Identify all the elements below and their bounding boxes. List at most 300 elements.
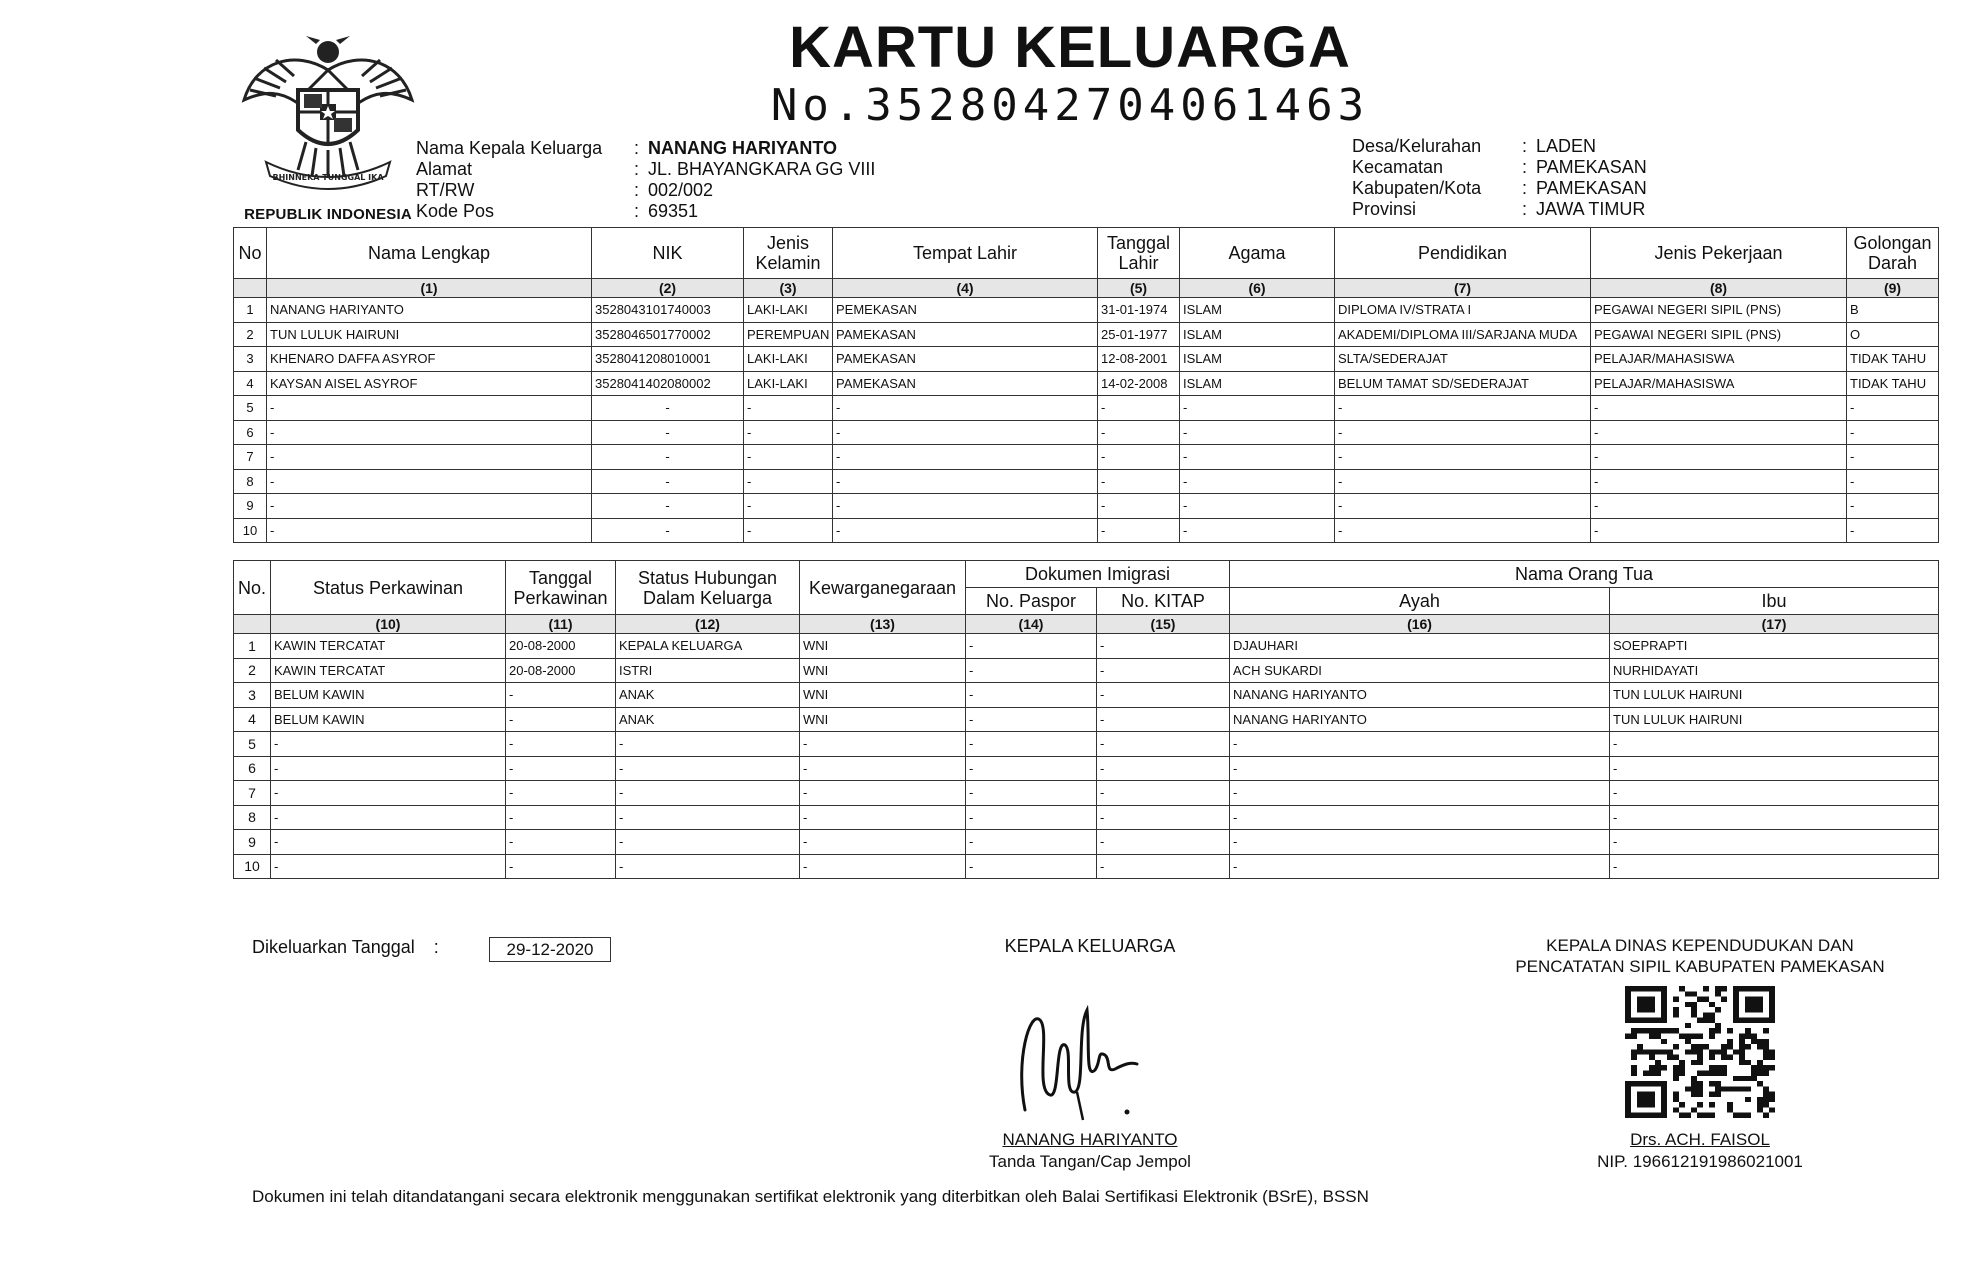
column-number: (10) xyxy=(271,615,506,634)
citizenship-cell: WNI xyxy=(800,634,966,659)
info-row xyxy=(416,180,875,201)
birthplace-cell: - xyxy=(833,494,1098,519)
agency-title xyxy=(1470,935,1930,977)
kitap-no-cell: - xyxy=(1097,732,1230,757)
mother-name-cell: - xyxy=(1610,830,1939,855)
header-citizenship: Kewarganegaraan xyxy=(800,561,966,615)
citizenship-cell: - xyxy=(800,805,966,830)
agency-title-line1: KEPALA DINAS KEPENDUDUKAN DAN xyxy=(1546,936,1854,955)
kitap-no-cell: - xyxy=(1097,805,1230,830)
blood-type-cell: - xyxy=(1847,494,1939,519)
info-row xyxy=(1352,136,1647,157)
family-relation-cell: ANAK xyxy=(616,683,800,708)
education-cell: BELUM TAMAT SD/SEDERAJAT xyxy=(1335,371,1591,396)
education-cell: SLTA/SEDERAJAT xyxy=(1335,347,1591,372)
members-table xyxy=(233,227,1939,543)
header-religion: Agama xyxy=(1180,228,1335,279)
nik-cell: - xyxy=(592,518,744,543)
info-row xyxy=(1352,178,1647,199)
members-header-row xyxy=(234,228,1939,279)
info-label: Alamat xyxy=(416,159,473,179)
family-relation-cell: - xyxy=(616,781,800,806)
kitap-no-cell: - xyxy=(1097,707,1230,732)
marital-status-cell: KAWIN TERCATAT xyxy=(271,658,506,683)
issued-separator: : xyxy=(433,937,439,957)
info-separator: : xyxy=(634,138,640,158)
birthdate-cell: - xyxy=(1098,518,1180,543)
citizenship-cell: - xyxy=(800,732,966,757)
birthdate-cell: 31-01-1974 xyxy=(1098,298,1180,323)
blood-type-cell: O xyxy=(1847,322,1939,347)
row-no-cell: 10 xyxy=(234,854,271,879)
row-no-cell: 5 xyxy=(234,732,271,757)
passport-no-cell: - xyxy=(966,756,1097,781)
blood-type-cell: - xyxy=(1847,518,1939,543)
row-no-cell: 6 xyxy=(234,420,267,445)
header-parents: Nama Orang Tua xyxy=(1230,561,1939,588)
column-number: (3) xyxy=(744,279,833,298)
marital-status-cell: - xyxy=(271,805,506,830)
marital-status-cell: - xyxy=(271,732,506,757)
religion-cell: - xyxy=(1180,494,1335,519)
nik-cell: 3528041402080002 xyxy=(592,371,744,396)
birthdate-cell: - xyxy=(1098,420,1180,445)
info-row xyxy=(416,159,875,180)
header-birthdate: Tanggal Lahir xyxy=(1098,228,1180,279)
header-family-relation: Status Hubungan Dalam Keluarga xyxy=(616,561,800,615)
mother-name-cell: SOEPRAPTI xyxy=(1610,634,1939,659)
religion-cell: ISLAM xyxy=(1180,347,1335,372)
blood-type-cell: - xyxy=(1847,469,1939,494)
province-value: JAWA TIMUR xyxy=(1536,199,1646,219)
blood-type-cell: - xyxy=(1847,445,1939,470)
household-info-left xyxy=(416,138,875,222)
marital-status-cell: - xyxy=(271,781,506,806)
full-name-cell: TUN LULUK HAIRUNI xyxy=(267,322,592,347)
citizenship-cell: WNI xyxy=(800,658,966,683)
gender-cell: - xyxy=(744,469,833,494)
row-no-cell: 8 xyxy=(234,805,271,830)
agency-title-line2: PENCATATAN SIPIL KABUPATEN PAMEKASAN xyxy=(1515,957,1885,976)
info-separator: : xyxy=(634,159,640,179)
religion-cell: ISLAM xyxy=(1180,298,1335,323)
father-name-cell: - xyxy=(1230,756,1610,781)
head-of-family-name: NANANG HARIYANTO xyxy=(1002,1130,1178,1149)
marriage-date-cell: - xyxy=(506,683,616,708)
info-separator: : xyxy=(1522,199,1528,219)
full-name-cell: - xyxy=(267,518,592,543)
nik-cell: - xyxy=(592,445,744,470)
education-cell: - xyxy=(1335,445,1591,470)
education-cell: - xyxy=(1335,494,1591,519)
info-label: Kabupaten/Kota xyxy=(1352,178,1482,198)
father-name-cell: - xyxy=(1230,854,1610,879)
kitap-no-cell: - xyxy=(1097,634,1230,659)
birthdate-cell: 14-02-2008 xyxy=(1098,371,1180,396)
birthplace-cell: - xyxy=(833,396,1098,421)
blood-type-cell: B xyxy=(1847,298,1939,323)
citizenship-cell: WNI xyxy=(800,683,966,708)
father-name-cell: NANANG HARIYANTO xyxy=(1230,683,1610,708)
religion-cell: ISLAM xyxy=(1180,371,1335,396)
column-number: (16) xyxy=(1230,615,1610,634)
occupation-cell: PELAJAR/MAHASISWA xyxy=(1591,347,1847,372)
birthplace-cell: - xyxy=(833,469,1098,494)
mother-name-cell: - xyxy=(1610,854,1939,879)
family-relation-cell: - xyxy=(616,756,800,781)
info-separator: : xyxy=(1522,157,1528,177)
row-no-cell: 9 xyxy=(234,830,271,855)
qr-code xyxy=(1625,986,1775,1118)
occupation-cell: - xyxy=(1591,396,1847,421)
member-row xyxy=(234,347,1939,372)
header-nik: NIK xyxy=(592,228,744,279)
occupation-cell: - xyxy=(1591,518,1847,543)
status-row xyxy=(234,854,1939,879)
education-cell: - xyxy=(1335,469,1591,494)
signature xyxy=(1005,1000,1145,1130)
header-no: No. xyxy=(234,561,271,615)
citizenship-cell: - xyxy=(800,854,966,879)
member-row xyxy=(234,469,1939,494)
info-label: Desa/Kelurahan xyxy=(1352,136,1482,156)
citizenship-cell: - xyxy=(800,781,966,806)
kitap-no-cell: - xyxy=(1097,756,1230,781)
full-name-cell: NANANG HARIYANTO xyxy=(267,298,592,323)
signature-mark xyxy=(1005,1000,1145,1130)
info-separator: : xyxy=(634,180,640,200)
marital-status-cell: BELUM KAWIN xyxy=(271,683,506,708)
mother-name-cell: NURHIDAYATI xyxy=(1610,658,1939,683)
passport-no-cell: - xyxy=(966,658,1097,683)
rt-rw-value: 002/002 xyxy=(648,180,714,200)
kitap-no-cell: - xyxy=(1097,658,1230,683)
mother-name-cell: - xyxy=(1610,805,1939,830)
birthplace-cell: - xyxy=(833,420,1098,445)
header-immigration-docs: Dokumen Imigrasi xyxy=(966,561,1230,588)
emblem-motto: BHINNEKA TUNGGAL IKA xyxy=(272,173,384,182)
family-relation-cell: ANAK xyxy=(616,707,800,732)
family-relation-cell: - xyxy=(616,830,800,855)
education-cell: AKADEMI/DIPLOMA III/SARJANA MUDA xyxy=(1335,322,1591,347)
header-blood-type: Golongan Darah xyxy=(1847,228,1939,279)
father-name-cell: - xyxy=(1230,732,1610,757)
gender-cell: - xyxy=(744,494,833,519)
issued-label-text: Dikeluarkan Tanggal xyxy=(252,937,415,957)
column-number-empty xyxy=(234,279,267,298)
header-occupation: Jenis Pekerjaan xyxy=(1591,228,1847,279)
info-row xyxy=(416,138,875,159)
column-number: (11) xyxy=(506,615,616,634)
header-gender: Jenis Kelamin xyxy=(744,228,833,279)
passport-no-cell: - xyxy=(966,805,1097,830)
member-row xyxy=(234,494,1939,519)
religion-cell: - xyxy=(1180,420,1335,445)
column-number: (17) xyxy=(1610,615,1939,634)
birthplace-cell: - xyxy=(833,518,1098,543)
issued-date: 29-12-2020 xyxy=(489,937,611,962)
status-table xyxy=(233,560,1939,879)
gender-cell: LAKI-LAKI xyxy=(744,371,833,396)
father-name-cell: - xyxy=(1230,830,1610,855)
marital-status-cell: - xyxy=(271,854,506,879)
column-number: (14) xyxy=(966,615,1097,634)
row-no-cell: 2 xyxy=(234,322,267,347)
blood-type-cell: TIDAK TAHU xyxy=(1847,347,1939,372)
row-no-cell: 4 xyxy=(234,707,271,732)
status-row xyxy=(234,830,1939,855)
row-no-cell: 2 xyxy=(234,658,271,683)
occupation-cell: - xyxy=(1591,469,1847,494)
members-table-body xyxy=(234,298,1939,543)
nik-cell: 3528041208010001 xyxy=(592,347,744,372)
status-header-row-top xyxy=(234,561,1939,588)
row-no-cell: 10 xyxy=(234,518,267,543)
row-no-cell: 5 xyxy=(234,396,267,421)
info-label: Kecamatan xyxy=(1352,157,1444,177)
header-full-name: Nama Lengkap xyxy=(267,228,592,279)
religion-cell: - xyxy=(1180,445,1335,470)
header-birthplace: Tempat Lahir xyxy=(833,228,1098,279)
info-row xyxy=(416,201,875,222)
member-row xyxy=(234,396,1939,421)
full-name-cell: KHENARO DAFFA ASYROF xyxy=(267,347,592,372)
header-kitap-no: No. KITAP xyxy=(1097,588,1230,615)
nik-cell: - xyxy=(592,469,744,494)
gender-cell: PEREMPUAN xyxy=(744,322,833,347)
column-number: (6) xyxy=(1180,279,1335,298)
nik-cell: - xyxy=(592,494,744,519)
row-no-cell: 7 xyxy=(234,445,267,470)
mother-name-cell: TUN LULUK HAIRUNI xyxy=(1610,707,1939,732)
education-cell: - xyxy=(1335,518,1591,543)
passport-no-cell: - xyxy=(966,781,1097,806)
birthplace-cell: PAMEKASAN xyxy=(833,371,1098,396)
occupation-cell: PELAJAR/MAHASISWA xyxy=(1591,371,1847,396)
birthplace-cell: - xyxy=(833,445,1098,470)
column-number-empty xyxy=(234,615,271,634)
marriage-date-cell: - xyxy=(506,707,616,732)
full-name-cell: - xyxy=(267,469,592,494)
column-number: (7) xyxy=(1335,279,1591,298)
marriage-date-cell: - xyxy=(506,732,616,757)
nik-cell: 3528046501770002 xyxy=(592,322,744,347)
religion-cell: - xyxy=(1180,518,1335,543)
info-separator: : xyxy=(1522,136,1528,156)
member-row xyxy=(234,518,1939,543)
status-row xyxy=(234,683,1939,708)
marriage-date-cell: - xyxy=(506,854,616,879)
family-relation-cell: ISTRI xyxy=(616,658,800,683)
header-marriage-date: Tanggal Perkawinan xyxy=(506,561,616,615)
electronic-signature-note: Dokumen ini telah ditandatangani secara elektronik menggunakan sertifikat elektronik yang diterbitkan oleh Balai Sertifikasi Elektronik (BSrE), BSSN xyxy=(252,1187,1369,1206)
row-no-cell: 6 xyxy=(234,756,271,781)
passport-no-cell: - xyxy=(966,683,1097,708)
header-passport-no: No. Paspor xyxy=(966,588,1097,615)
status-row xyxy=(234,781,1939,806)
father-name-cell: DJAUHARI xyxy=(1230,634,1610,659)
marriage-date-cell: - xyxy=(506,756,616,781)
regency-value: PAMEKASAN xyxy=(1536,178,1647,198)
status-row xyxy=(234,805,1939,830)
full-name-cell: KAYSAN AISEL ASYROF xyxy=(267,371,592,396)
column-number: (15) xyxy=(1097,615,1230,634)
district-value: PAMEKASAN xyxy=(1536,157,1647,177)
member-row xyxy=(234,322,1939,347)
birthdate-cell: 12-08-2001 xyxy=(1098,347,1180,372)
occupation-cell: PEGAWAI NEGERI SIPIL (PNS) xyxy=(1591,298,1847,323)
birthplace-cell: PAMEKASAN xyxy=(833,347,1098,372)
gender-cell: LAKI-LAKI xyxy=(744,347,833,372)
status-column-number-row xyxy=(234,615,1939,634)
marital-status-cell: - xyxy=(271,830,506,855)
document-number: No.3528042704061463 xyxy=(770,80,1370,131)
signature-caption: Tanda Tangan/Cap Jempol xyxy=(989,1152,1191,1171)
village-value: LADEN xyxy=(1536,136,1597,156)
birthdate-cell: - xyxy=(1098,494,1180,519)
birthdate-cell: - xyxy=(1098,469,1180,494)
passport-no-cell: - xyxy=(966,854,1097,879)
passport-no-cell: - xyxy=(966,830,1097,855)
column-number: (9) xyxy=(1847,279,1939,298)
religion-cell: ISLAM xyxy=(1180,322,1335,347)
kitap-no-cell: - xyxy=(1097,781,1230,806)
member-row xyxy=(234,445,1939,470)
full-name-cell: - xyxy=(267,420,592,445)
marital-status-cell: KAWIN TERCATAT xyxy=(271,634,506,659)
member-row xyxy=(234,420,1939,445)
column-number: (1) xyxy=(267,279,592,298)
head-of-family-title: KEPALA KELUARGA xyxy=(1004,936,1176,956)
father-name-cell: NANANG HARIYANTO xyxy=(1230,707,1610,732)
marital-status-cell: BELUM KAWIN xyxy=(271,707,506,732)
row-no-cell: 3 xyxy=(234,683,271,708)
marital-status-cell: - xyxy=(271,756,506,781)
birthplace-cell: PAMEKASAN xyxy=(833,322,1098,347)
member-row xyxy=(234,371,1939,396)
info-separator: : xyxy=(634,201,640,221)
mother-name-cell: TUN LULUK HAIRUNI xyxy=(1610,683,1939,708)
kitap-no-cell: - xyxy=(1097,830,1230,855)
mother-name-cell: - xyxy=(1610,756,1939,781)
gender-cell: - xyxy=(744,396,833,421)
info-separator: : xyxy=(1522,178,1528,198)
citizenship-cell: - xyxy=(800,830,966,855)
row-no-cell: 4 xyxy=(234,371,267,396)
blood-type-cell: - xyxy=(1847,420,1939,445)
education-cell: - xyxy=(1335,396,1591,421)
birthdate-cell: - xyxy=(1098,396,1180,421)
gender-cell: - xyxy=(744,518,833,543)
header-mother: Ibu xyxy=(1610,588,1939,615)
citizenship-cell: - xyxy=(800,756,966,781)
emblem-label: REPUBLIK INDONESIA xyxy=(244,206,412,223)
full-name-cell: - xyxy=(267,396,592,421)
full-name-cell: - xyxy=(267,445,592,470)
postal-code-value: 69351 xyxy=(648,201,699,221)
occupation-cell: - xyxy=(1591,445,1847,470)
marriage-date-cell: 20-08-2000 xyxy=(506,634,616,659)
info-row xyxy=(1352,199,1647,220)
status-row xyxy=(234,707,1939,732)
row-no-cell: 1 xyxy=(234,634,271,659)
blood-type-cell: TIDAK TAHU xyxy=(1847,371,1939,396)
religion-cell: - xyxy=(1180,396,1335,421)
gender-cell: LAKI-LAKI xyxy=(744,298,833,323)
family-relation-cell: - xyxy=(616,805,800,830)
header-marital-status: Status Perkawinan xyxy=(271,561,506,615)
column-number: (12) xyxy=(616,615,800,634)
father-name-cell: ACH SUKARDI xyxy=(1230,658,1610,683)
household-info-right xyxy=(1352,136,1647,220)
education-cell: - xyxy=(1335,420,1591,445)
row-no-cell: 9 xyxy=(234,494,267,519)
info-label: Kode Pos xyxy=(416,201,495,221)
issued-label xyxy=(252,937,439,958)
gender-cell: - xyxy=(744,445,833,470)
occupation-cell: - xyxy=(1591,494,1847,519)
document-title: KARTU KELUARGA xyxy=(789,15,1351,80)
family-relation-cell: - xyxy=(616,732,800,757)
father-name-cell: - xyxy=(1230,805,1610,830)
marriage-date-cell: - xyxy=(506,805,616,830)
citizenship-cell: WNI xyxy=(800,707,966,732)
garuda-emblem xyxy=(236,30,420,225)
row-no-cell: 7 xyxy=(234,781,271,806)
father-name-cell: - xyxy=(1230,781,1610,806)
header-father: Ayah xyxy=(1230,588,1610,615)
info-label: Nama Kepala Keluarga xyxy=(416,138,603,158)
kitap-no-cell: - xyxy=(1097,854,1230,879)
passport-no-cell: - xyxy=(966,732,1097,757)
marriage-date-cell: - xyxy=(506,781,616,806)
occupation-cell: PEGAWAI NEGERI SIPIL (PNS) xyxy=(1591,322,1847,347)
marriage-date-cell: 20-08-2000 xyxy=(506,658,616,683)
passport-no-cell: - xyxy=(966,634,1097,659)
mother-name-cell: - xyxy=(1610,781,1939,806)
official-name: Drs. ACH. FAISOL xyxy=(1630,1130,1770,1149)
header-no: No xyxy=(234,228,267,279)
passport-no-cell: - xyxy=(966,707,1097,732)
column-number: (4) xyxy=(833,279,1098,298)
status-row xyxy=(234,658,1939,683)
address-value: JL. BHAYANGKARA GG VIII xyxy=(648,159,876,179)
family-relation-cell: KEPALA KELUARGA xyxy=(616,634,800,659)
birthdate-cell: 25-01-1977 xyxy=(1098,322,1180,347)
garuda-emblem-icon xyxy=(236,30,420,200)
nik-cell: 3528043101740003 xyxy=(592,298,744,323)
info-label: RT/RW xyxy=(416,180,475,200)
full-name-cell: - xyxy=(267,494,592,519)
birthplace-cell: PEMEKASAN xyxy=(833,298,1098,323)
nik-cell: - xyxy=(592,420,744,445)
birthdate-cell: - xyxy=(1098,445,1180,470)
official-nip: NIP. 196612191986021001 xyxy=(1597,1152,1803,1171)
status-row xyxy=(234,634,1939,659)
marriage-date-cell: - xyxy=(506,830,616,855)
nik-cell: - xyxy=(592,396,744,421)
qr-code-icon xyxy=(1625,986,1775,1118)
mother-name-cell: - xyxy=(1610,732,1939,757)
education-cell: DIPLOMA IV/STRATA I xyxy=(1335,298,1591,323)
row-no-cell: 8 xyxy=(234,469,267,494)
head-of-family-value: NANANG HARIYANTO xyxy=(648,138,838,158)
status-table-body xyxy=(234,634,1939,879)
column-number: (2) xyxy=(592,279,744,298)
member-row xyxy=(234,298,1939,323)
blood-type-cell: - xyxy=(1847,396,1939,421)
family-relation-cell: - xyxy=(616,854,800,879)
